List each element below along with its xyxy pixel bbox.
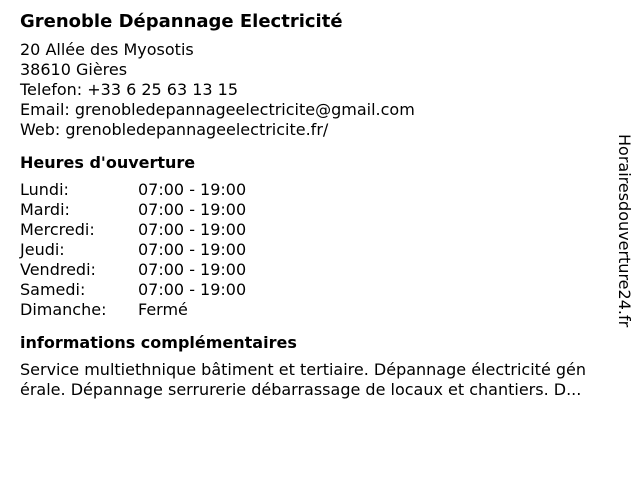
day-label: Samedi: [20, 280, 86, 299]
day-label: Jeudi: [20, 240, 65, 259]
hours-row [20, 260, 620, 280]
hours-row [20, 240, 620, 260]
hours-row [20, 220, 620, 240]
day-label: Mercredi: [20, 220, 95, 239]
hours-row [20, 300, 620, 320]
hours-table [20, 180, 620, 320]
watermark-text: Horairesdouverture24.fr [615, 134, 634, 328]
hours-value: 07:00 - 19:00 [138, 260, 247, 279]
business-card [20, 10, 620, 400]
day-label: Mardi: [20, 200, 70, 219]
address-line-1: 20 Allée des Myosotis [20, 40, 194, 59]
day-label: Vendredi: [20, 260, 96, 279]
hours-value: 07:00 - 19:00 [138, 220, 247, 239]
hours-value: 07:00 - 19:00 [138, 200, 247, 219]
hours-row [20, 180, 620, 200]
phone-line: Telefon: +33 6 25 63 13 15 [20, 80, 239, 99]
day-label: Lundi: [20, 180, 69, 199]
web-line: Web: grenobledepannageelectricite.fr/ [20, 120, 329, 139]
business-name: Grenoble Dépannage Electricité [20, 11, 343, 32]
hours-row [20, 280, 620, 300]
day-label: Dimanche: [20, 300, 107, 319]
info-title: informations complémentaires [20, 333, 297, 352]
hours-value: 07:00 - 19:00 [138, 240, 247, 259]
address-line-2: 38610 Gières [20, 60, 128, 79]
hours-value: 07:00 - 19:00 [138, 280, 247, 299]
email-line: Email: grenobledepannageelectricite@gmail.com [20, 100, 415, 119]
hours-row [20, 200, 620, 220]
hours-value: Fermé [138, 300, 188, 319]
hours-value: 07:00 - 19:00 [138, 180, 247, 199]
info-text [20, 360, 628, 400]
info-text-line-2: érale. Dépannage serrurerie débarrassage de locaux et chantiers. D... [20, 380, 582, 399]
info-text-line-1: Service multiethnique bâtiment et tertiaire. Dépannage électricité gén [20, 360, 587, 379]
hours-title: Heures d'ouverture [20, 153, 196, 172]
